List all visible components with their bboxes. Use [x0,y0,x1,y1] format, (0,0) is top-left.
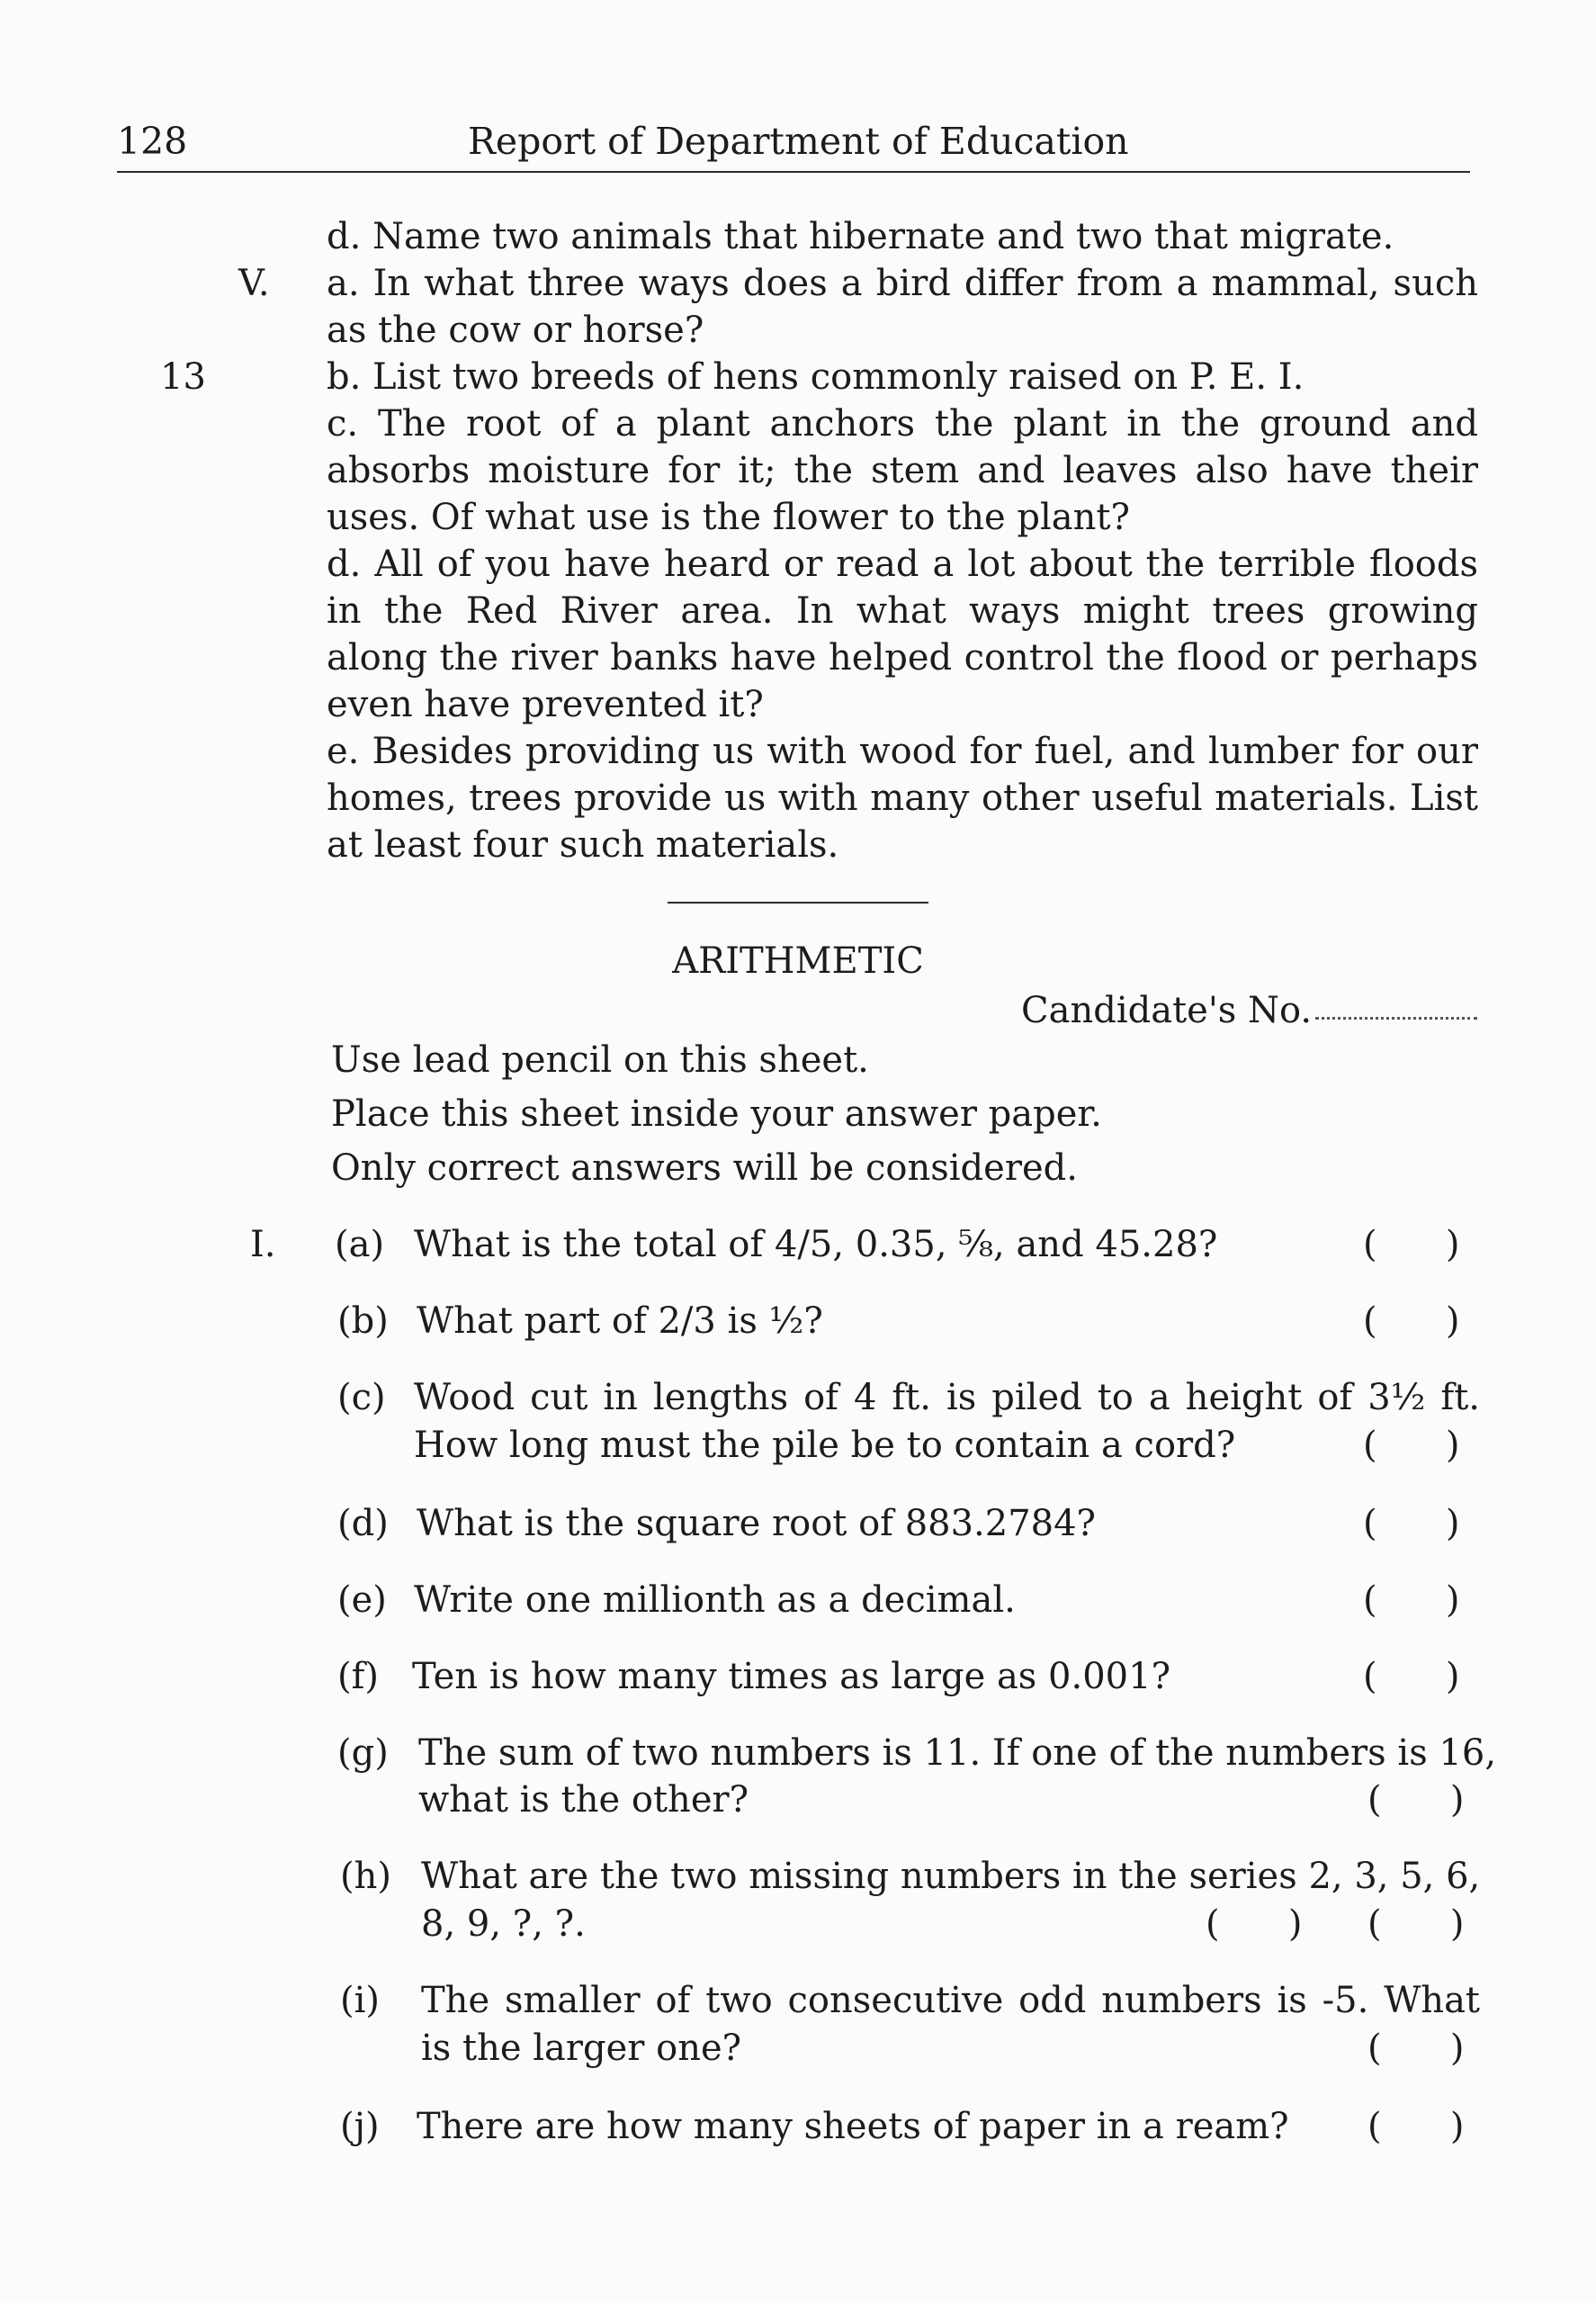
question-5a-line-2: as the cow or horse? [327,310,704,351]
question-g-text-line-1: The sum of two numbers is 11. If one of the numbers is 16, [418,1732,1497,1774]
question-f-text: Ten is how many times as large as 0.001? [412,1656,1171,1697]
answer-blank-h-1[interactable]: ( ) [1206,1903,1303,1945]
question-d-label: (d) [337,1503,389,1544]
header-rule [117,171,1470,173]
question-c-text-line-2: How long must the pile be to contain a cord? [414,1425,1236,1466]
question-5e-line-1: e. Besides providing us with wood for fuel, and lumber for our [327,731,1478,772]
instruction-2: Place this sheet inside your answer paper. [331,1093,1102,1135]
question-b-label: (b) [337,1300,389,1342]
question-h-text-line-1: What are the two missing numbers in the series 2, 3, 5, 6, [421,1856,1481,1897]
question-e-label: (e) [337,1579,387,1621]
question-i-label: (i) [340,1980,381,2021]
question-c-label: (c) [337,1377,386,1418]
question-5d-line-2: in the Red River area. In what ways might trees growing [327,590,1478,632]
question-5d-line-1: d. All of you have heard or read a lot about the terrible floods [327,544,1478,585]
answer-blank-i[interactable]: ( ) [1367,2028,1465,2069]
question-5-numeral: V. [238,263,270,304]
answer-blank-f[interactable]: ( ) [1363,1656,1460,1697]
question-h-text-line-2: 8, 9, ?, ?. [421,1903,586,1945]
instruction-3: Only correct answers will be considered. [331,1147,1078,1189]
question-5c-line-1: c. The root of a plant anchors the plant in the ground and [327,403,1478,445]
question-b-text: What part of 2/3 is ½? [417,1300,823,1342]
answer-blank-e[interactable]: ( ) [1363,1579,1460,1621]
answer-blank-j[interactable]: ( ) [1367,2106,1465,2147]
question-5-marks: 13 [160,356,206,398]
question-g-label: (g) [337,1732,389,1774]
answer-blank-c[interactable]: ( ) [1363,1425,1460,1466]
question-5e-line-3: at least four such materials. [327,824,839,866]
question-e-text: Write one millionth as a decimal. [414,1579,1016,1621]
question-d-text: What is the square root of 883.2784? [417,1503,1096,1544]
candidate-number-field[interactable] [1315,1017,1477,1020]
question-j-label: (j) [340,2106,380,2147]
question-h-label: (h) [340,1856,391,1897]
question-a-label: (a) [335,1224,385,1265]
question-g-text-line-2: what is the other? [418,1779,749,1821]
question-5d-line-3: along the river banks have helped control the flood or perhaps [327,637,1478,679]
question-a-text: What is the total of 4/5, 0.35, ⅝, and 45.28? [414,1224,1218,1265]
answer-blank-b[interactable]: ( ) [1363,1300,1460,1342]
answer-blank-h-2[interactable]: ( ) [1367,1903,1465,1945]
question-5a-line-1: a. In what three ways does a bird differ from a mammal, such [327,263,1478,304]
question-5b: b. List two breeds of hens commonly raised on P. E. I. [327,356,1305,398]
question-5d-line-4: even have prevented it? [327,684,764,725]
section-1-numeral: I. [250,1224,276,1265]
question-5c-line-2: absorbs moisture for it; the stem and leaves also have their [327,450,1478,491]
question-c-text-line-1: Wood cut in lengths of 4 ft. is piled to a height of 3½ ft. [414,1377,1480,1418]
question-4d: d. Name two animals that hibernate and two that migrate. [327,216,1394,257]
question-5c-line-3: uses. Of what use is the flower to the plant? [327,497,1130,538]
answer-blank-d[interactable]: ( ) [1363,1503,1460,1544]
answer-blank-g[interactable]: ( ) [1367,1779,1465,1821]
question-j-text: There are how many sheets of paper in a ream? [417,2106,1289,2147]
running-title: Report of Department of Education [468,120,1129,163]
page-number: 128 [117,120,188,163]
instruction-1: Use lead pencil on this sheet. [331,1039,869,1081]
candidate-number-label: Candidate's No. [1021,990,1313,1031]
question-f-label: (f) [337,1656,380,1697]
question-i-text-line-1: The smaller of two consecutive odd numbers is -5. What [421,1980,1480,2021]
section-divider [668,902,928,904]
arithmetic-title: ARITHMETIC [672,940,924,982]
question-i-text-line-2: is the larger one? [421,2028,742,2069]
question-5e-line-2: homes, trees provide us with many other useful materials. List [327,778,1478,819]
answer-blank-a[interactable]: ( ) [1363,1224,1460,1265]
